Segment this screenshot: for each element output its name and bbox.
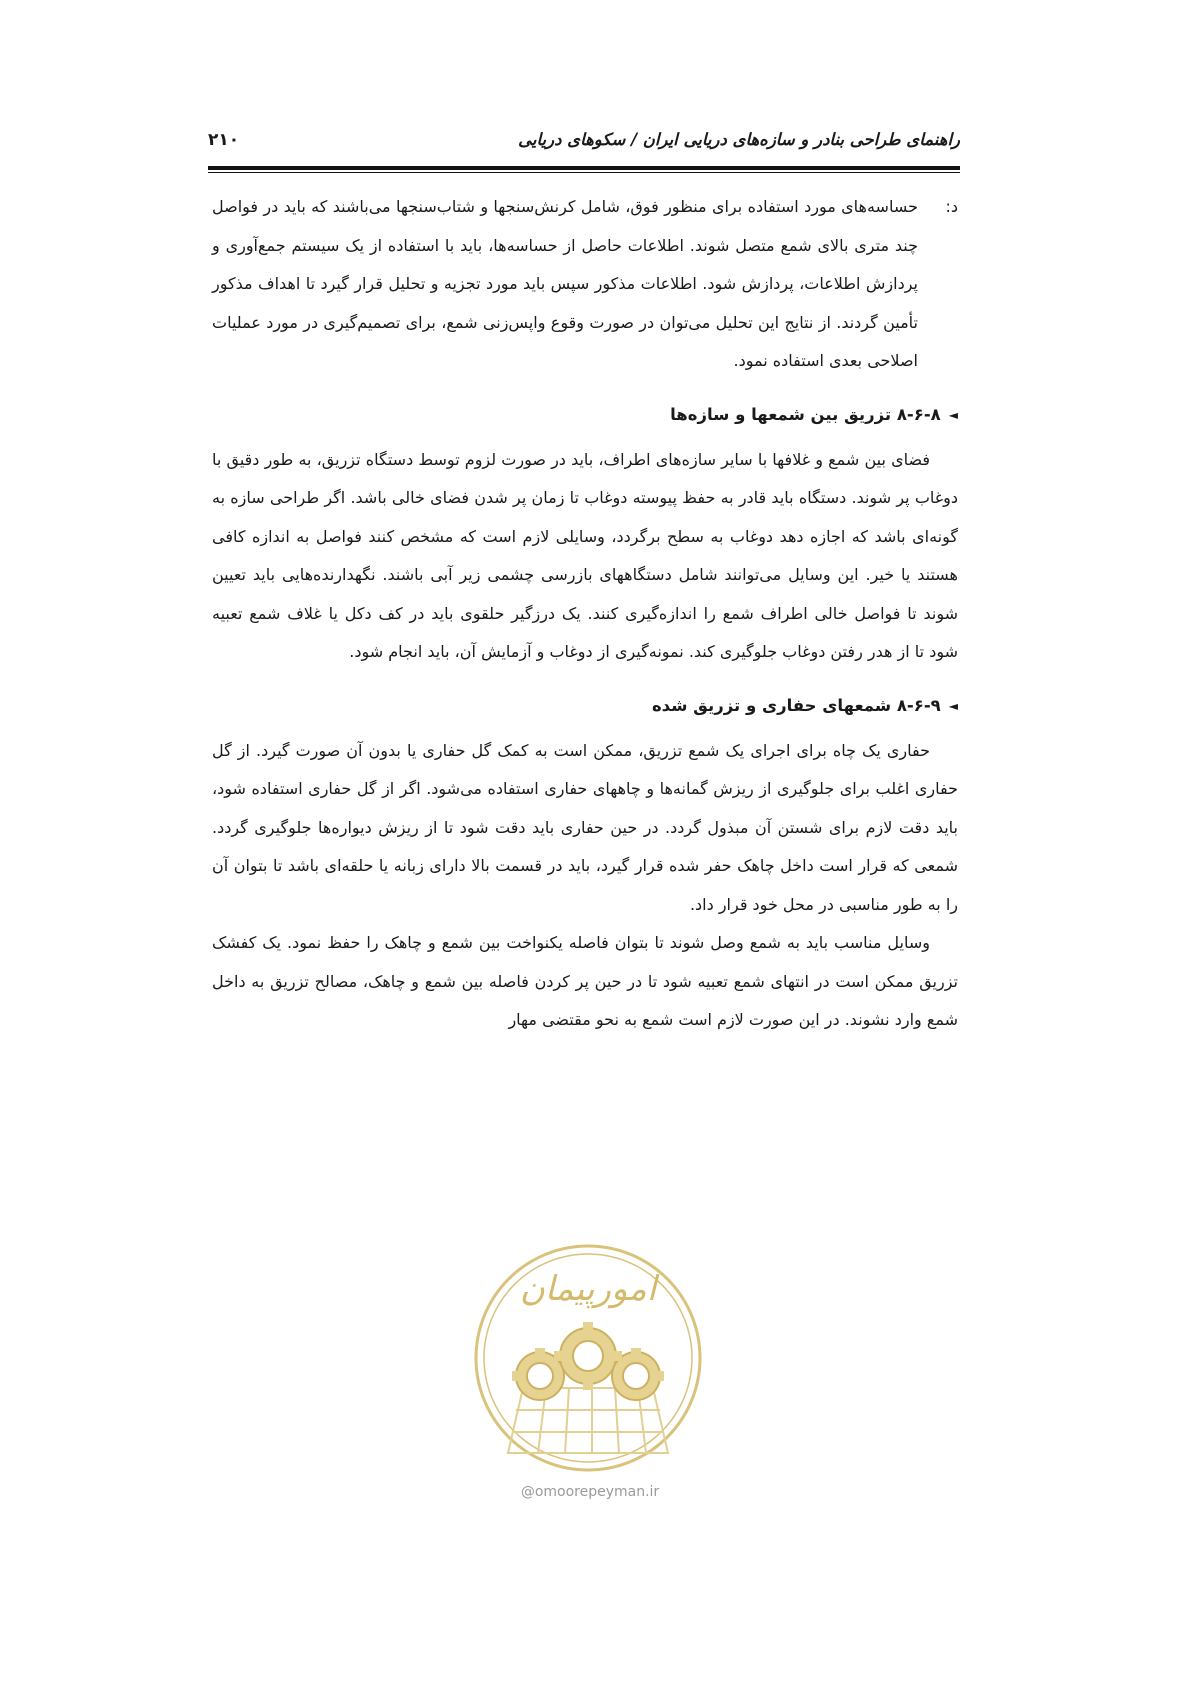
section-heading-text: ۸-۶-۹ شمعهای حفاری و تزریق شده [651,695,941,715]
gear-scales-logo-icon [468,1238,708,1478]
paragraph-d: حساسه‌های مورد استفاده برای منظور فوق، شامل کرنش‌سنجها و شتاب‌سنجها می‌باشند که باید در فواصل چند متری بالای شمع متصل شوند. اطلاعات حاصل از حساسه‌ها، باید با استفاده از یک سیستم جمع‌آوری و پردازش اطلاعات، پردازش شود. اطلاعات مذکور سپس باید مورد تجزیه و تحلیل قرار گیرد تا اهداف مذکور تأمین گردند. از نتایج این تحلیل می‌توان در صورت وقوع واپس‌زنی شمع، برای تصمیم‌گیری در مورد عملیات اصلاحی بعدی استفاده نمود. [212,197,918,370]
header-rule-thin [208,172,960,173]
section-heading-8 [212,393,958,437]
running-header [208,122,960,162]
paragraph-grouting: فضای بین شمع و غلافها با سایر سازه‌های اطراف، باید در صورت لزوم توسط دستگاه تزریق، به طور دقیق با دوغاب پر شوند. دستگاه باید قادر به حفظ پیوسته دوغاب تا زمان پر شدن فضای خالی باشد. اگر طراحی سازه به گونه‌ای باشد که اجازه دهد دوغاب به سطح برگردد، وسایلی لازم است که مشخص کنند فواصل به اندازه کافی هستند یا خیر. این وسایل می‌توانند شامل دستگاههای بازرسی چشمی زیر آبی باشند. نگهدارنده‌هایی باید تعیین شوند تا فواصل خالی اطراف شمع را اندازه‌گیری کنند. یک درزگیر حلقوی باید در کف دکل یا غلاف شمع تعبیه شود تا از هدر رفتن دوغاب جلوگیری کند. نمونه‌گیری از دوغاب و آزمایش آن، باید انجام شود. [212,449,958,661]
watermark-caption: @omoorepeyman.ir [520,1484,660,1500]
body-content [212,188,958,1040]
list-marker: د: [945,197,958,216]
paragraph-drilling-1: حفاری یک چاه برای اجرای یک شمع تزریق، ممکن است به کمک گل حفاری یا بدون آن صورت گیرد. از گل حفاری اغلب برای جلوگیری از ریزش گمانه‌ها و چاههای حفاری استفاده می‌شود. اگر از گل حفاری استفاده شود، باید دقت لازم برای شستن آن مبذول گردد. در حین حفاری باید دقت شود تا از ریزش دیواره‌ها جلوگیری گردد. شمعی که قرار است داخل چاهک حفر شده قرار گیرد، باید در قسمت بالا دارای زبانه یا حلقه‌ای باشد تا بتوان آن را به طور مناسبی در محل خود قرار داد. [212,740,958,914]
header-title: راهنمای طراحی بنادر و سازه‌های دریایی ایران / سکوهای دریایی [518,130,960,149]
paragraph-drilling-2: وسایل مناسب باید به شمع وصل شوند تا بتوان فاصله یکنواخت بین شمع و چاهک را حفظ نمود. یک کفشک تزریق ممکن است در انتهای شمع تعبیه شود تا در حین پر کردن فاصله بین شمع و چاهک، مصالح تزریق به داخل شمع وارد نشوند. در این صورت لازم است شمع به نحو مقتضی مهار [212,933,958,1029]
logo-text: امورپیمان [519,1269,657,1309]
section-heading-9 [212,684,958,728]
section-bullet-icon: ◄ [948,698,958,713]
section-heading-text: ۸-۶-۸ تزریق بین شمعها و سازه‌ها [670,404,941,424]
list-item-d [212,188,958,381]
page-number: ۲۱۰ [208,130,240,150]
section-bullet-icon: ◄ [948,407,958,422]
header-rule-thick [208,166,960,170]
